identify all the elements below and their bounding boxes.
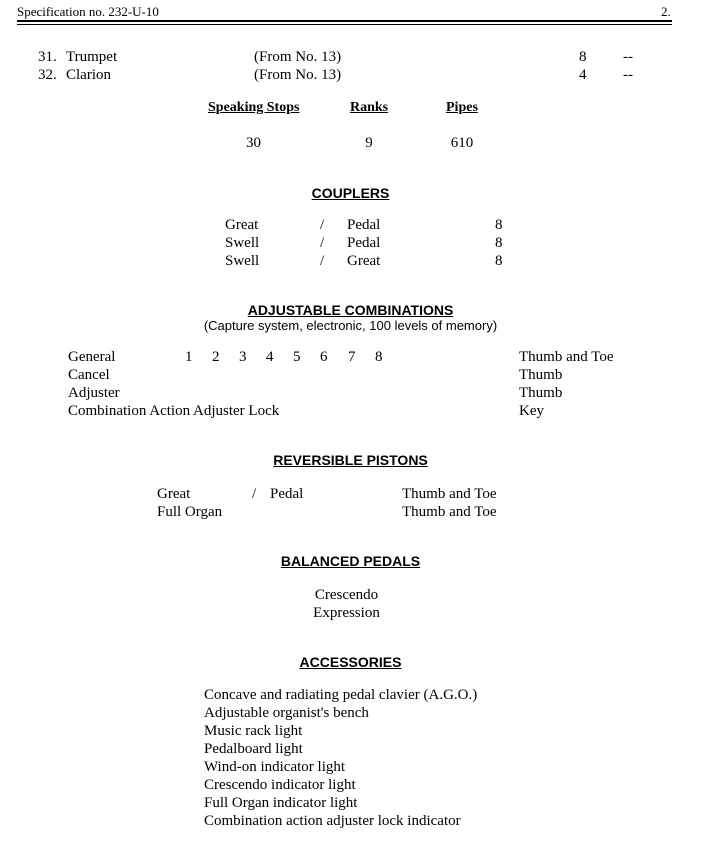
coupler-pitch: 8	[495, 217, 503, 233]
balanced-title: BALANCED PEDALS	[280, 553, 421, 569]
piston-number: 8	[375, 349, 383, 365]
combination-control: Thumb	[519, 385, 563, 401]
totals-header-ranks: Ranks	[350, 100, 389, 115]
coupler-separator: /	[320, 217, 325, 233]
combination-control: Key	[519, 403, 544, 419]
coupler-to: Pedal	[347, 235, 381, 251]
reversible-title: REVERSIBLE PISTONS	[273, 452, 428, 468]
reversible-from: Great	[157, 486, 191, 502]
header-rule	[17, 20, 672, 22]
list-item: Full Organ indicator light	[204, 795, 358, 811]
list-item: Concave and radiating pedal clavier (A.G.O.)	[204, 687, 478, 703]
stop-pipes: --	[623, 49, 633, 65]
stop-source: (From No. 13)	[254, 67, 342, 83]
piston-number: 7	[348, 349, 356, 365]
coupler-from: Swell	[225, 235, 260, 251]
combination-label: General	[68, 349, 116, 365]
coupler-to: Great	[347, 253, 381, 269]
header-rule-thin	[17, 24, 672, 25]
list-item: Adjustable organist's bench	[204, 705, 369, 721]
reversible-separator: /	[252, 486, 257, 502]
reversible-control: Thumb and Toe	[402, 504, 497, 520]
stop-number: 31.	[38, 49, 57, 65]
coupler-from: Swell	[225, 253, 260, 269]
piston-number: 4	[266, 349, 274, 365]
spec-number: Specification no. 232-U-10	[17, 4, 159, 19]
coupler-from: Great	[225, 217, 259, 233]
combination-label: Adjuster	[68, 385, 120, 401]
combination-label: Cancel	[68, 367, 110, 383]
coupler-separator: /	[320, 235, 325, 251]
totals-ranks-value: 9	[365, 135, 373, 151]
list-item: Combination action adjuster lock indicator	[204, 813, 461, 829]
totals-header-pipes: Pipes	[446, 100, 478, 115]
balanced-item-crescendo: Crescendo	[314, 587, 379, 603]
stop-source: (From No. 13)	[254, 49, 342, 65]
adjustable-title: ADJUSTABLE COMBINATIONS	[247, 302, 454, 318]
reversible-from: Full Organ	[157, 504, 223, 520]
stop-pitch: 8	[579, 49, 587, 65]
piston-number: 3	[239, 349, 247, 365]
list-item: Crescendo indicator light	[204, 777, 356, 793]
piston-number: 5	[293, 349, 301, 365]
stop-pipes: --	[623, 67, 633, 83]
stop-number: 32.	[38, 67, 57, 83]
coupler-to: Pedal	[347, 217, 381, 233]
totals-pipes-value: 610	[450, 135, 474, 151]
piston-number: 2	[212, 349, 220, 365]
piston-number: 6	[320, 349, 328, 365]
coupler-pitch: 8	[495, 253, 503, 269]
stop-name: Clarion	[66, 67, 111, 83]
accessories-list	[204, 686, 477, 830]
reversible-control: Thumb and Toe	[402, 486, 497, 502]
adjustable-subtitle: (Capture system, electronic, 100 levels of memory)	[203, 318, 498, 333]
coupler-separator: /	[320, 253, 325, 269]
accessories-title: ACCESSORIES	[299, 654, 402, 670]
coupler-pitch: 8	[495, 235, 503, 251]
reversible-to: Pedal	[270, 486, 304, 502]
list-item: Music rack light	[204, 723, 303, 739]
couplers-title: COUPLERS	[311, 185, 390, 201]
stop-name: Trumpet	[66, 49, 118, 65]
piston-number: 1	[185, 349, 193, 365]
totals-stops-value: 30	[246, 135, 261, 151]
list-item: Pedalboard light	[204, 741, 303, 757]
combination-control: Thumb	[519, 367, 563, 383]
combination-label: Combination Action Adjuster Lock	[68, 403, 280, 419]
combination-control: Thumb and Toe	[519, 349, 614, 365]
stop-pitch: 4	[579, 67, 587, 83]
balanced-item-expression: Expression	[313, 605, 380, 621]
list-item: Wind-on indicator light	[204, 759, 346, 775]
totals-header-stops: Speaking Stops	[208, 100, 300, 115]
page-number: 2.	[661, 4, 671, 19]
